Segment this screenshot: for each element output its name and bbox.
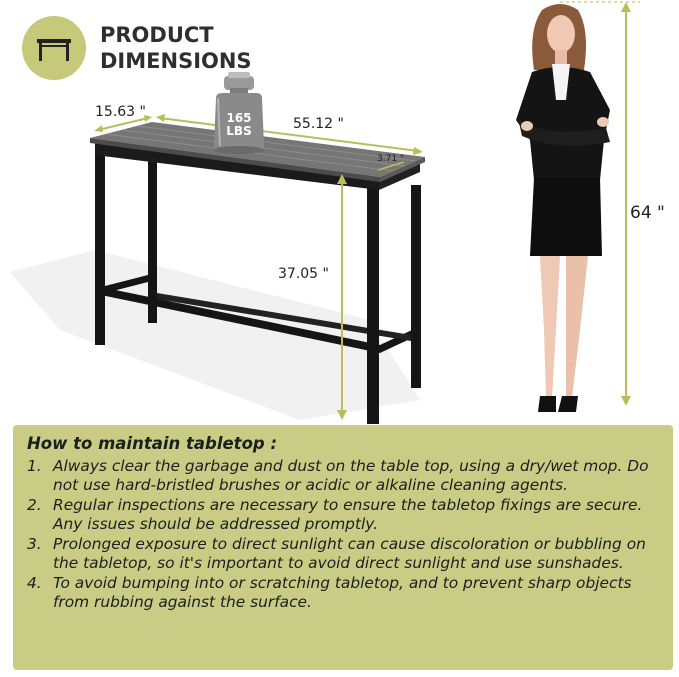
list-item-number: 3.	[27, 535, 42, 553]
table-icon	[22, 16, 86, 80]
list-item	[27, 574, 659, 612]
list-item	[27, 457, 659, 495]
slat-label: 3.71 "	[377, 154, 405, 164]
list-item	[27, 496, 659, 534]
care-heading: How to maintain tabletop :	[27, 434, 278, 453]
header	[22, 16, 252, 80]
woman-figure	[516, 4, 610, 412]
table-leg-back-right	[411, 185, 421, 388]
list-item-text: Prolonged exposure to direct sunlight can cause discoloration or bubbling on the tabletop, so it's important to avoid direct sunlight and use sunshades.	[53, 535, 646, 572]
table-leg-front-right	[367, 178, 379, 424]
weight-label	[220, 112, 258, 138]
care-panel	[13, 425, 673, 670]
list-item-text: Regular inspections are necessary to ensure the tabletop fixings are secure. Any issues should be addressed promptly.	[53, 496, 643, 533]
list-item-number: 2.	[27, 496, 42, 514]
weight-unit: LBS	[226, 124, 252, 138]
table-leg-front-left	[95, 142, 105, 345]
list-item-number: 4.	[27, 574, 42, 592]
height-label: 37.05 "	[278, 266, 329, 282]
page-title	[100, 22, 252, 74]
weight-value: 165	[226, 111, 252, 125]
list-item-number: 1.	[27, 457, 42, 475]
list-item-text: Always clear the garbage and dust on the table top, using a dry/wet mop. Do not use hard-bristled brushes or acidic or alkaline cleaning agents.	[53, 457, 649, 494]
width-label: 15.63 "	[95, 104, 146, 120]
floor-shadow	[10, 250, 420, 420]
length-label: 55.12 "	[293, 116, 344, 132]
list-item-text: To avoid bumping into or scratching tabletop, and to prevent sharp objects from rubbing against the surface.	[53, 574, 632, 611]
person-height-label: 64 "	[630, 203, 665, 223]
list-item	[27, 535, 659, 573]
care-list	[27, 457, 659, 612]
title-line: PRODUCT	[100, 23, 214, 47]
title-line: DIMENSIONS	[100, 49, 252, 73]
